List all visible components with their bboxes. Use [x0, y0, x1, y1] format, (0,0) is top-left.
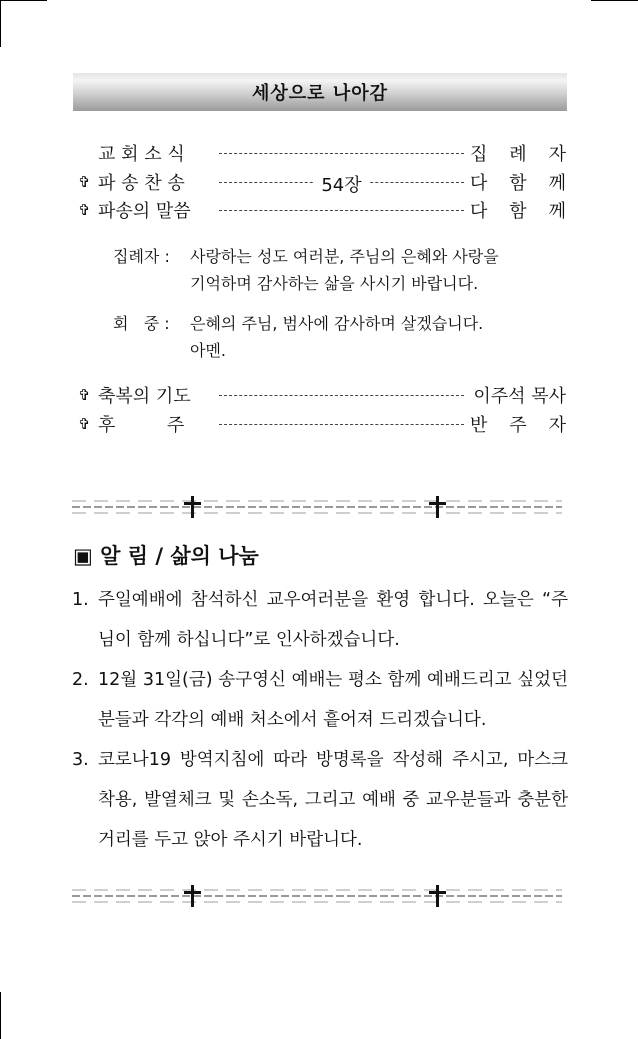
dialogue-congregation [113, 310, 573, 364]
notice-number: 2. [72, 670, 89, 690]
order-row-church-news [78, 140, 566, 166]
section-banner [73, 73, 567, 111]
order-label: 후 주 [98, 415, 185, 436]
hymn-number: 54장 [313, 171, 369, 197]
order-row-benediction [78, 382, 566, 408]
notice-number: 3. [72, 750, 89, 770]
crop-mark-top-right [591, 0, 638, 1]
crop-mark-top-left-h [0, 0, 47, 1]
notice-item [72, 580, 568, 660]
order-label: 교 회 소 식 [98, 144, 185, 165]
order-right: 이주석 목사 [473, 386, 566, 407]
notice-text: 코로나19 방역지침에 따라 방명록을 작성해 주시고, 마스크 착용, 발열체크 및 손소독, 그리고 예배 중 교우분들과 충분한 거리를 두고 앉아 주시기 바랍니다. [98, 750, 568, 850]
order-label: 파송의 말씀 [98, 201, 191, 222]
cross-icon: ✞ [78, 415, 91, 433]
chain-cross-divider [72, 885, 562, 907]
notice-text: 주일예배에 참석하신 교우여러분을 환영 합니다. 오늘은 “주님이 함께 하십니다”로 인사하겠습니다. [98, 590, 568, 650]
order-right: 다 함 께 [470, 173, 566, 194]
order-label: 축복의 기도 [98, 386, 191, 407]
dotted-leader [219, 174, 464, 196]
notice-item [72, 740, 568, 860]
banner-title: 세상으로 나아감 [252, 83, 388, 104]
order-label: 파 송 찬 송 [98, 173, 185, 194]
cross-icon: ✞ [78, 173, 91, 191]
notice-number: 1. [72, 590, 89, 610]
notice-item [72, 660, 568, 740]
cross-icon: ✞ [78, 201, 91, 219]
order-right: 다 함 께 [470, 201, 566, 222]
chain-cross-divider [72, 496, 562, 518]
dialogue-leader [113, 243, 573, 297]
dialogue-text: 은혜의 주님, 범사에 감사하며 살겠습니다. 아멘. [190, 314, 484, 360]
dotted-leader [219, 395, 464, 396]
order-row-postlude [78, 411, 566, 437]
crop-mark-bottom-left [0, 992, 1, 1039]
notice-text: 12월 31일(금) 송구영신 예배는 평소 함께 예배드리고 싶었던 분들과 각각의 예배 처소에서 흩어져 드리겠습니다. [98, 670, 568, 730]
dotted-leader [219, 424, 464, 425]
order-row-hymn [78, 169, 566, 195]
section-title: ▣ 알 림 / 삶의 나눔 [73, 544, 259, 568]
dotted-leader [219, 210, 464, 211]
dotted-leader [219, 153, 464, 154]
crop-mark-top-left [0, 0, 1, 47]
order-right: 집 례 자 [470, 144, 566, 165]
order-right: 반 주 자 [470, 415, 566, 436]
order-row-sending-word [78, 197, 566, 223]
cross-icon: ✞ [78, 386, 91, 404]
dialogue-text: 사랑하는 성도 여러분, 주님의 은혜와 사랑을 기억하며 감사하는 삶을 사시기 바랍니다. [190, 247, 499, 293]
speaker-label: 회 중 : [113, 314, 170, 333]
speaker-label: 집례자 : [113, 247, 170, 266]
